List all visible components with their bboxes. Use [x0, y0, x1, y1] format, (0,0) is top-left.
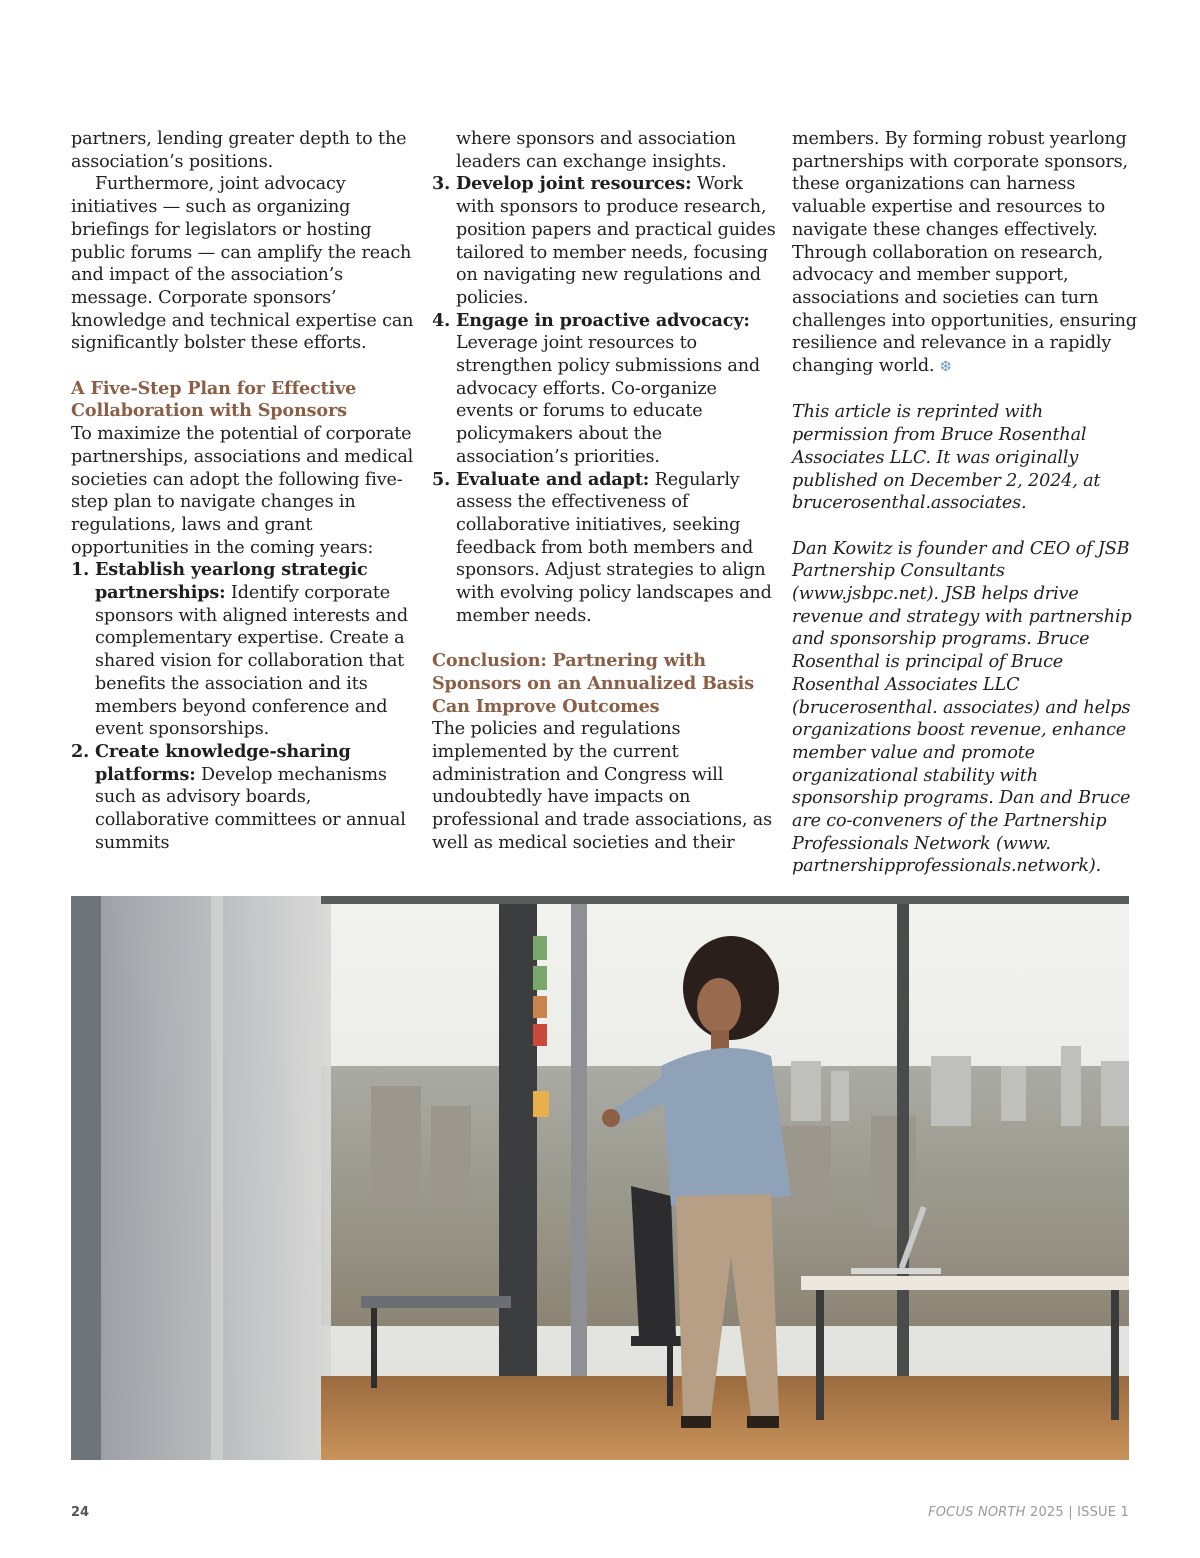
paragraph: [792, 128, 1137, 379]
step-list: [432, 173, 777, 627]
section-heading: A Five-Step Plan for Effective Collaboration with Sponsors: [71, 377, 357, 422]
publication-footer: [928, 1505, 1129, 1520]
step-lead: Create knowledge-sharing platforms:: [95, 740, 351, 785]
page-number: 24: [71, 1505, 90, 1520]
publication-name: FOCUS NORTH: [928, 1505, 1026, 1520]
step-lead: Evaluate and adapt:: [456, 468, 650, 490]
issue-info: 2025 | ISSUE 1: [1025, 1505, 1129, 1520]
step-text: Leverage joint resources to strengthen policy submissions and advocacy efforts. Co-organize events or forums to educate policymakers about the association’s priorities.: [456, 333, 761, 467]
column-2: [432, 128, 777, 854]
list-number: 3.: [432, 173, 451, 195]
list-item: [432, 173, 777, 309]
author-bio: [792, 538, 1137, 879]
step-text: Identify corporate sponsors with aligned interests and complementary expertise. Create a shared vision for collaboration that benefits the association and its members beyond conference and event sponsorships.: [95, 583, 408, 740]
list-item: [71, 741, 416, 855]
list-number: 4.: [432, 309, 451, 331]
author-bio-text: Dan Kowitz is founder and CEO of JSB Partnership Consultants (www.jsbpc.net). JSB helps drive revenue and strategy with partnership and sponsorship programs. Bruce Rosenthal is principal of Bruce Rosenthal Associates LLC (brucerosenthal. associates) and helps organizations boost revenue, enhance member value and promote organizational stability with sponsorship programs. Dan and Bruce are co-conveners of the Partnership Professionals Network (www. partnershipprofessionals.network).: [792, 538, 1132, 877]
section-heading: Conclusion: Partnering with Sponsors on an Annualized Basis Can Improve Outcomes: [432, 650, 754, 717]
reprint-note-text: This article is reprinted with permission from Bruce Rosenthal Associates LLC. It was originally published on December 2, 2024, at brucerosenthal.associates.: [792, 402, 1101, 514]
list-number: 1.: [71, 559, 90, 581]
office-photo-illustration: [71, 896, 1129, 1460]
step-lead: Establish yearlong strategic partnerships:: [95, 559, 368, 604]
step-lead: Engage in proactive advocacy:: [456, 309, 750, 331]
reprint-note: [792, 401, 1137, 515]
column-3: [792, 128, 1137, 878]
paragraph-text: members. By forming robust yearlong partnerships with corporate sponsors, these organizations can harness valuable expertise and resources to navigate these changes effectively. Through collaboration on research, advocacy and member support, associations and societies can turn challenges into opportunities, ensuring resilience and relevance in a rapidly changing world.: [792, 129, 1137, 377]
step-lead: Develop joint resources:: [456, 173, 692, 195]
list-item: [432, 310, 777, 469]
paragraph: To maximize the potential of corporate partnerships, associations and medical societies can adopt the following five-step plan to navigate changes in regulations, laws and grant opportunities in the coming years:: [71, 424, 414, 558]
step-text-continued: where sponsors and association leaders can exchange insights.: [456, 129, 736, 172]
paragraph: partners, lending greater depth to the association’s positions.: [71, 129, 407, 172]
step-text: Develop mechanisms such as advisory boards, collaborative committees or annual summits: [95, 764, 406, 853]
list-item: [432, 469, 777, 628]
paragraph: Furthermore, joint advocacy initiatives — such as organizing briefings for legislators or hosting public forums — can amplify the reach and impact of the association’s message. Corporate sponsors’ knowledge and technical expertise can significantly bolster these efforts.: [71, 174, 414, 354]
step-text: Regularly assess the effectiveness of collaborative initiatives, seeking feedback from both members and sponsors. Adjust strategies to align with evolving policy landscapes and member needs.: [456, 469, 772, 626]
step-text: Work with sponsors to produce research, position papers and practical guides tailored to member needs, focusing on navigating new regulations and policies.: [456, 174, 776, 308]
list-number: 2.: [71, 740, 90, 762]
list-number: 5.: [432, 468, 451, 490]
step-list: [71, 559, 416, 854]
paragraph: The policies and regulations implemented by the current administration and Congress will undoubtedly have impacts on professional and trade associations, as well as medical societies and their: [432, 719, 773, 853]
article-end-icon: ❆: [939, 359, 952, 376]
column-1: [71, 128, 416, 854]
list-item: [71, 559, 416, 741]
office-photo: [71, 896, 1129, 1460]
